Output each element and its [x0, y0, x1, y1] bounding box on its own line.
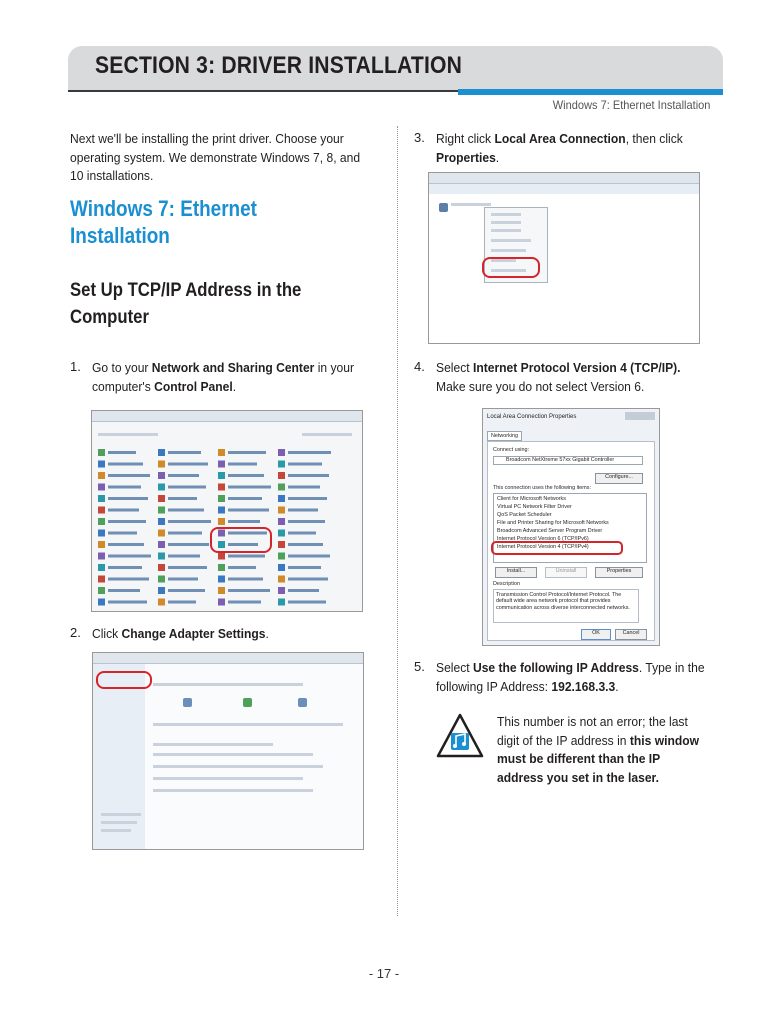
ok-button[interactable]: OK	[581, 629, 611, 640]
step-2-text: Click Change Adapter Settings.	[92, 626, 269, 641]
step-3-text: Right click Local Area Connection, then click Properties.	[436, 131, 683, 165]
heading-windows7: Windows 7: Ethernet Installation	[70, 196, 257, 248]
step-3-number: 3.	[414, 130, 425, 145]
items-label: This connection uses the following items:	[493, 485, 591, 491]
network-sharing-screenshot	[92, 652, 364, 850]
column-divider	[397, 126, 398, 916]
properties-button[interactable]: Properties	[595, 567, 643, 578]
note-text: This number is not an error; the last digit of the IP address in this window must be different than the IP address you set in the laser.	[497, 714, 700, 785]
control-panel-screenshot	[91, 410, 363, 612]
item-0[interactable]: Client for Microsoft Networks	[497, 496, 566, 502]
connect-using-label: Connect using:	[493, 447, 529, 453]
step-2-number: 2.	[70, 625, 81, 640]
tab-networking: Networking	[487, 431, 522, 441]
section-title: SECTION 3: DRIVER INSTALLATION	[95, 52, 463, 79]
step-5-number: 5.	[414, 659, 425, 674]
page-number: - 17 -	[368, 966, 400, 981]
item-3[interactable]: File and Printer Sharing for Microsoft Networks	[497, 520, 609, 526]
uninstall-button[interactable]: Uninstall	[545, 567, 587, 578]
dialog-title: Local Area Connection Properties	[487, 414, 577, 420]
item-5[interactable]: Internet Protocol Version 6 (TCP/IPv6)	[497, 536, 589, 542]
description-text: Transmission Control Protocol/Internet Protocol. The default wide area network protocol that provides communication across diverse interconnected networks.	[493, 589, 639, 623]
highlight-change-adapter	[96, 671, 152, 689]
item-2[interactable]: QoS Packet Scheduler	[497, 512, 552, 518]
item-6[interactable]: Internet Protocol Version 4 (TCP/IPv4)	[497, 544, 589, 550]
adapter-menu-screenshot	[428, 172, 700, 344]
description-label: Description	[493, 581, 520, 587]
banner-accent-bar	[458, 89, 723, 95]
cancel-button[interactable]: Cancel	[615, 629, 647, 640]
page-subtitle: Windows 7: Ethernet Installation	[552, 98, 710, 112]
item-1[interactable]: Virtual PC Network Filter Driver	[497, 504, 572, 510]
item-4[interactable]: Broadcom Advanced Server Program Driver	[497, 528, 603, 534]
highlight-ipv4	[491, 541, 623, 555]
step-1-text: Go to your Network and Sharing Center in your computer's Control Panel.	[92, 360, 355, 394]
highlight-properties	[482, 257, 540, 278]
install-button[interactable]: Install...	[495, 567, 537, 578]
step-1-number: 1.	[70, 359, 81, 374]
adapter-field: Broadcom NetXtreme 57xx Gigabit Controller	[493, 456, 643, 465]
highlight-network-sharing	[210, 527, 272, 553]
music-note-warning-icon	[436, 712, 484, 760]
lan-properties-dialog	[482, 408, 660, 646]
intro-paragraph: Next we'll be installing the print driver. Choose your operating system. We demonstrate Windows 7, 8, and 10 installations.	[70, 131, 361, 183]
step-4-number: 4.	[414, 359, 425, 374]
step-4-text: Select Internet Protocol Version 4 (TCP/IP). Make sure you do not select Version 6.	[436, 360, 681, 394]
heading-tcpip: Set Up TCP/IP Address in the Computer	[70, 280, 302, 328]
configure-button[interactable]: Configure...	[595, 473, 643, 484]
step-5-text: Select Use the following IP Address. Type in the following IP Address: 192.168.3.3.	[436, 660, 705, 694]
